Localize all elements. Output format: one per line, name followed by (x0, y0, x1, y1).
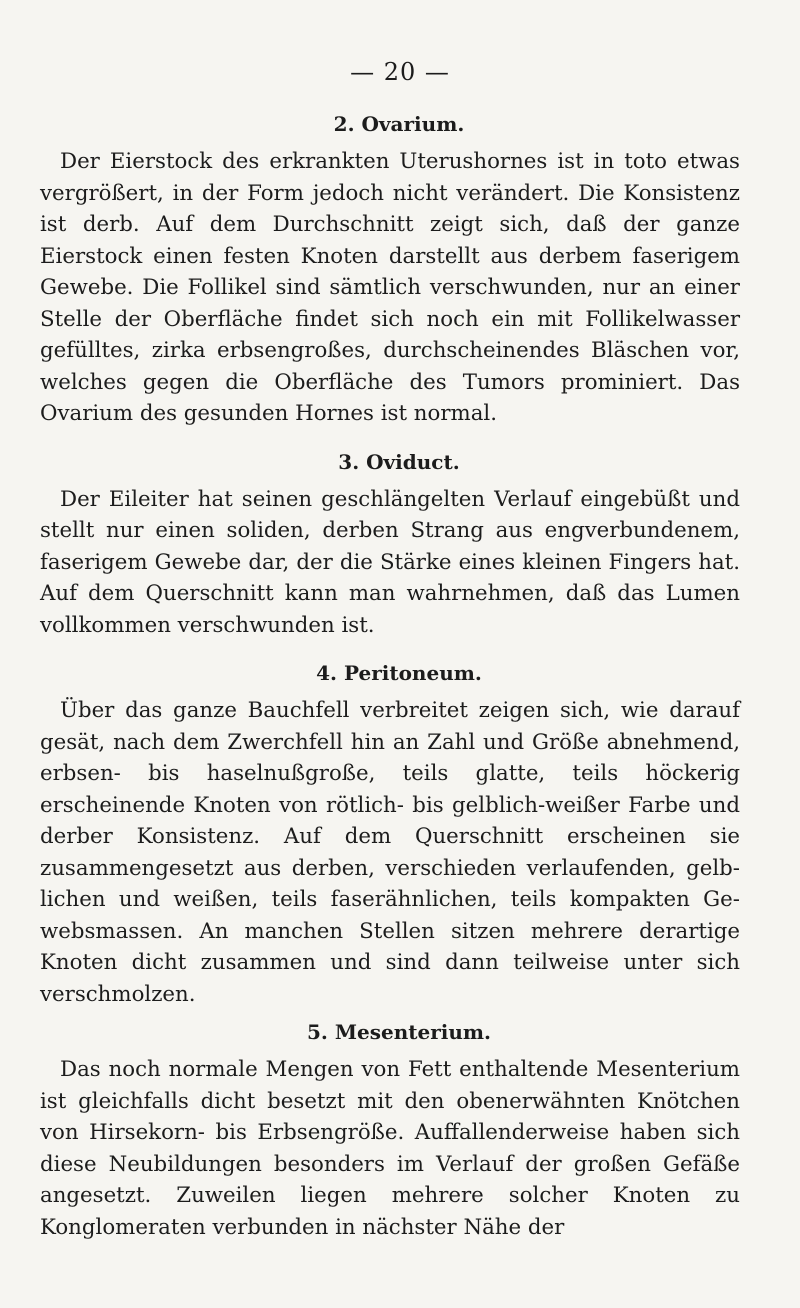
section-heading-peritoneum: 4. Peritoneum. (316, 661, 482, 685)
section-heading-mesenterium: 5. Mesenterium. (307, 1020, 491, 1044)
paragraph-peritoneum: Über das ganze Bauchfell verbreitet zeigen sich, wie darauf gesät, nach dem Zwerchfell hin an Zahl und Größe abnehmend, erbsen- bis haselnußgroße, teils glatte, teils höckerig erscheinende Knoten von rötlich- bis gelblich-weißer Farbe und derber Konsistenz. Auf dem Querschnitt erscheinen sie zusammengesetzt aus derben, verschieden verlaufenden, gelblichen und weißen, teils faserähnlichen, teils kompakten Gewebsmassen. An manchen Stellen sitzen mehrere derartige Knoten dicht zusammen und sind dann teilweise unter sich verschmolzen. (40, 698, 740, 1007)
section-spacer (40, 641, 740, 661)
section-heading-oviduct: 3. Oviduct. (338, 449, 460, 474)
section-mesenterium (40, 1020, 740, 1243)
section-spacer (40, 1010, 740, 1020)
paragraph-mesenterium: Das noch normale Mengen von Fett enthaltende Mesenterium ist gleichfalls dicht besetzt mit den obenerwähnten Knötchen von Hirsekorn- bis Erbsengröße. Auffallenderweise haben sich diese Neubildungen besonders im Verlauf der großen Gefäße angesetzt. Zuweilen liegen mehrere solcher Knoten zu Konglomeraten verbunden in nächster Nähe der (40, 1057, 740, 1240)
paragraph-oviduct: Der Eileiter hat seinen geschlängelten Verlauf eingebüßt und stellt nur einen soliden, derben Strang aus engverbundenem, faserigem Gewebe dar, der die Stärke eines kleinen Fingers hat. Auf dem Querschnitt kann man wahrnehmen, daß das Lumen vollkommen verschwunden ist. (40, 486, 740, 638)
document-page (40, 58, 740, 1243)
section-peritoneum (40, 661, 740, 1010)
section-heading-ovarium: 2. Ovarium. (333, 112, 465, 136)
page-number: — 20 — (350, 58, 450, 86)
section-ovarium (40, 112, 740, 430)
section-oviduct (40, 450, 740, 642)
paragraph-ovarium: Der Eierstock des erkrankten Uterushornes ist in toto etwas vergrößert, in der Form jedoch nicht verändert. Die Konsistenz ist derb. Auf dem Durchschnitt zeigt sich, daß der ganze Eierstock einen festen Knoten darstellt aus derbem faserigem Gewebe. Die Follikel sind sämtlich verschwunden, nur an einer Stelle der Oberfläche findet sich noch ein mit Follikelwasser gefülltes, zirka erbsengroßes, durchscheinendes Bläschen vor, welches gegen die Oberfläche des Tumors prominiert. Das Ovarium des gesunden Hornes ist normal. (40, 149, 740, 426)
section-spacer (40, 430, 740, 450)
